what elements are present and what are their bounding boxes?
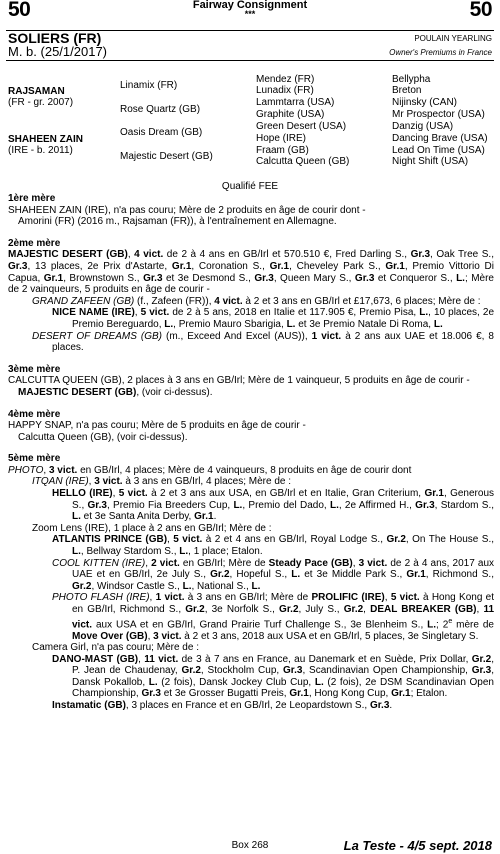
ped-g3-8: Calcutta Queen (GB): [256, 156, 350, 167]
consignor-name: Fairway Consignment: [192, 0, 308, 11]
ped-g4-1: Bellypha: [392, 74, 431, 85]
produce-zoom-lens: Zoom Lens (IRE), 1 place à 2 ans en GB/Irl; Mère de :: [32, 522, 272, 534]
produce-photo-flash: PHOTO FLASH (IRE), 1 vict. à 3 ans en GB/Irl; Mère de PROLIFIC (IRE), 5 vict. à Hong Kong et en GB/Irl, Richmond S., Gr.2, 3e Norfolk S., Gr.2, July S., Gr.2, DEAL BREAKER (GB), 11 vict. aux USA et en GB/Irl, Grand Prairie Turf Challenge S., 3e Blenheim S., L.; 2e mère de Move Over (GB), 3 vict. à 2 et 3 ans, 2018 aux USA et en GB/Irl, 5 places, 3e Singletary S.: [52, 592, 495, 642]
ped-g3-2: Lunadix (FR): [256, 85, 314, 96]
section-heading-first-dam: 1ère mère: [8, 193, 56, 204]
ped-g3-3: Lammtarra (USA): [256, 97, 335, 108]
produce-instamatic: Instamatic (GB), 3 places en France et en GB/Irl, 2e Leopardstown S., Gr.3.: [52, 700, 393, 712]
produce-atlantis-prince: ATLANTIS PRINCE (GB), 5 vict. à 2 et 4 ans en GB/Irl, Royal Lodge S., Gr.2, On The House S., L., Bellway Stardom S., L., 1 place; Etalon.: [52, 534, 494, 558]
third-dam-text: CALCUTTA QUEEN (GB), 2 places à 3 ans en GB/Irl; Mère de 1 vainqueur, 5 produits en âge de courir -: [8, 375, 470, 387]
fifth-dam-text: PHOTO, 3 vict. en GB/Irl, 4 places; Mère de 4 vainqueurs, 8 produits en âge de courir dont: [8, 464, 412, 476]
ped-g4-2: Breton: [392, 85, 422, 96]
owners-premiums: Owner's Premiums in France: [389, 48, 492, 57]
sire-info: (FR - gr. 2007): [8, 97, 74, 108]
second-dam-text: MAJESTIC DESERT (GB), 4 vict. de 2 à 4 ans en GB/Irl et 570.510 €, Fred Darling S., Gr.3, Oak Tree S., Gr.3, 13 places, 2e Prix d'Astarte, Gr.1, Coronation S., Gr.1, Cheveley Park S., Gr.1, Premio Vittorio Di Capua, Gr.1, Brownstown S., Gr.3 et 3e Desmond S., Gr.3, Queen Mary S., Gr.3 et Conqueror S., L.; Mère de 2 vainqueurs, 5 produits en âge de courir -: [8, 249, 494, 296]
produce-hello: HELLO (IRE), 5 vict. à 2 et 3 ans aux USA, en GB/Irl et en Italie, Gran Criterium, Gr.1, Generous S., Gr.3, Premio Fia Breeders Cup, L., Premio del Dado, L., 2e Affirmed H., Gr.3, Stardom S., L. et 3e Santa Anita Derby, Gr.1.: [52, 488, 495, 523]
horse-title-box: [6, 30, 494, 61]
page-header: [0, 0, 500, 22]
page-footer: [0, 838, 500, 854]
ped-g4-5: Danzig (USA): [392, 121, 454, 132]
third-dam-produce: MAJESTIC DESERT (GB), (voir ci-dessus).: [18, 386, 213, 398]
ped-g4-4: Mr Prospector (USA): [392, 109, 485, 120]
ped-g4-8: Night Shift (USA): [392, 156, 469, 167]
ped-g2-2: Rose Quartz (GB): [120, 104, 201, 115]
ped-g3-1: Mendez (FR): [256, 74, 315, 85]
fourth-dam-produce: Calcutta Queen (GB), (voir ci-dessus).: [18, 431, 188, 443]
consignor-stars: ***: [244, 9, 256, 19]
produce-cool-kitten: COOL KITTEN (IRE), 2 vict. en GB/Irl; Mère de Steady Pace (GB), 3 vict. de 2 à 4 ans, 2017 aux UAE et en GB/Irl, 2e July S., Gr.2, Hopeful S., L. et 3e Middle Park S., Gr.1, Richmond S., Gr.2, Windsor Castle S., L., National S., L.: [52, 557, 495, 592]
catalogue-body: [8, 193, 494, 712]
produce-dano-mast: DANO-MAST (GB), 11 vict. de 3 à 7 ans en France, au Danemark et en Suède, Prix Dollar, Gr.2, P. Jean de Chaudenay, Gr.2, Stockholm Cup, Gr.3, Scandinavian Open Championship, Gr.3, Dansk Pokallob, L. (2 fois), Dansk Jockey Club Cup, L. (2 fois), 2e DSM Scandinavian Open Championship, Gr.3 et 3e Grosser Bugatti Preis, Gr.1, Hong Kong Cup, Gr.1; Etalon.: [52, 653, 494, 700]
ped-g2-1: Linamix (FR): [120, 80, 178, 91]
fourth-dam-text: HAPPY SNAP, n'a pas couru; Mère de 5 produits en âge de courir -: [8, 420, 306, 432]
produce-nice-name: NICE NAME (IRE), 5 vict. de 2 à 5 ans, 2018 en Italie et 117.905 €, Premio Pisa, L., 10 places, 2e Premio Bereguardo, L., Premio Mauro Sbarigia, L. et 3e Premio Natale Di Roma, L.: [52, 307, 494, 330]
ped-g4-6: Dancing Brave (USA): [392, 133, 488, 144]
produce-grand-zafeen: GRAND ZAFEEN (GB) (f., Zafeen (FR)), 4 vict. à 2 et 3 ans en GB/Irl et £17,673, 6 places; Mère de :: [32, 295, 481, 307]
dam-name: SHAHEEN ZAIN: [8, 134, 84, 145]
ped-g4-7: Lead On Time (USA): [392, 145, 485, 156]
horse-name: SOLIERS (FR): [8, 30, 102, 46]
section-heading-fifth-dam: 5ème mère: [8, 453, 61, 465]
lot-number-right: 50: [469, 0, 492, 21]
ped-g2-4: Majestic Desert (GB): [120, 151, 213, 162]
ped-g3-7: Fraam (GB): [256, 145, 309, 156]
produce-camera-girl: Camera Girl, n'a pas couru; Mère de :: [32, 642, 199, 654]
horse-description: M. b. (25/1/2017): [8, 44, 107, 59]
ped-g3-4: Graphite (USA): [256, 109, 325, 120]
produce-itqan: ITQAN (IRE), 3 vict. à 3 ans en GB/Irl, 4 places; Mère de :: [32, 476, 292, 488]
horse-sex: POULAIN YEARLING: [414, 34, 492, 43]
ped-g4-3: Nijinsky (CAN): [392, 97, 457, 108]
sire-name: RAJSAMAN: [8, 86, 65, 97]
box-number: Box 268: [231, 840, 269, 851]
section-heading-fourth-dam: 4ème mère: [8, 408, 61, 420]
first-dam-produce: Amorini (FR) (2016 m., Rajsaman (FR)), à l'entraînement en Allemagne.: [18, 216, 337, 228]
ped-g3-6: Hope (IRE): [256, 133, 307, 144]
sale-venue-date: La Teste - 4/5 sept. 2018: [343, 838, 492, 853]
qualification-note: Qualifié FEE: [221, 181, 279, 192]
ped-g2-3: Oasis Dream (GB): [120, 127, 203, 138]
first-dam-text: SHAHEEN ZAIN (IRE), n'a pas couru; Mère de 2 produits en âge de courir dont -: [8, 204, 366, 216]
ped-g3-5: Green Desert (USA): [256, 121, 347, 132]
produce-desert-of-dreams: DESERT OF DREAMS (GB) (m., Exceed And Excel (AUS)), 1 vict. à 2 ans aux UAE et 18.006 €, 8 places.: [32, 330, 494, 354]
dam-info: (IRE - b. 2011): [8, 145, 73, 156]
section-heading-second-dam: 2ème mère: [8, 237, 61, 249]
lot-number-left: 50: [8, 0, 31, 21]
section-heading-third-dam: 3ème mère: [8, 363, 61, 375]
